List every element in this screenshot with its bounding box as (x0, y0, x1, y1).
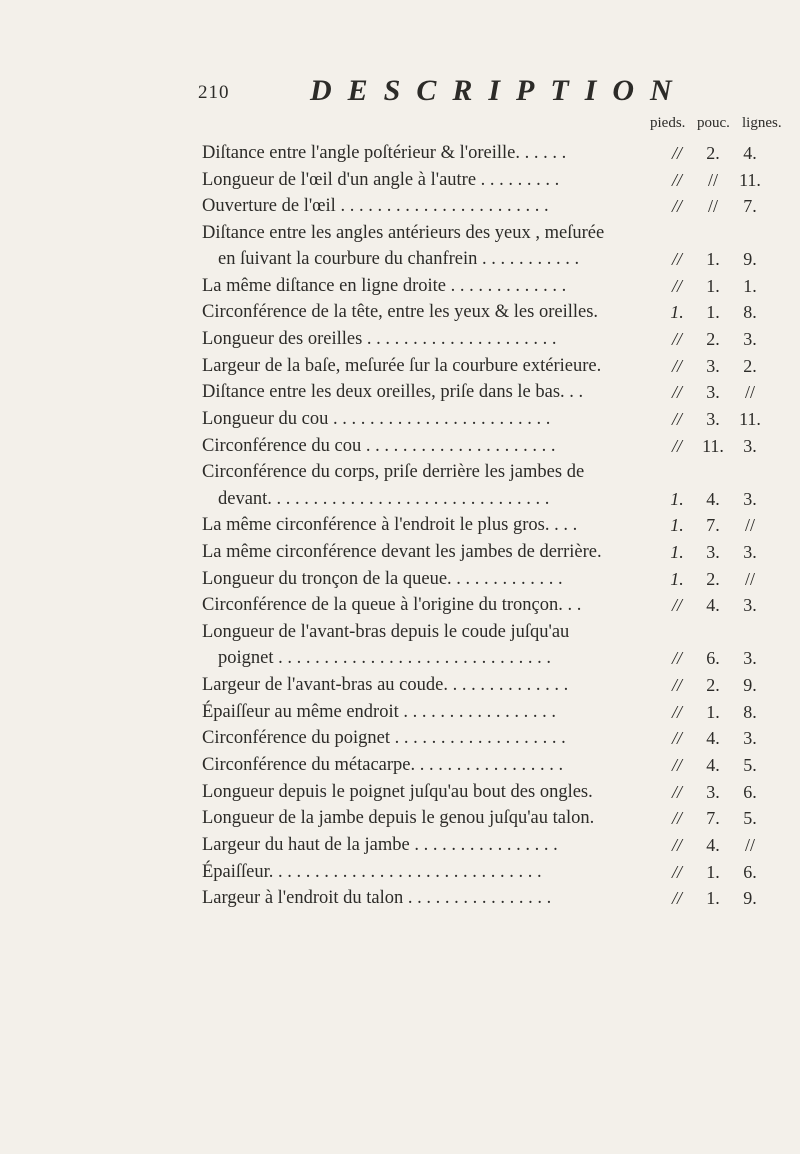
cell-pieds: // (671, 143, 682, 163)
table-row (0, 379, 800, 405)
cell-pieds: // (671, 169, 682, 190)
row-label: La même circonférence devant les jambes de derrière. (202, 542, 602, 562)
row-label: Épaiſſeur au même endroit . . . . . . . . . . . . . . . . . (202, 701, 556, 722)
running-head: DESCRIPTION (310, 74, 688, 107)
cell-pouc: 6. (706, 648, 720, 669)
cell-pieds: 1. (670, 515, 684, 536)
cell-lignes: 6. (743, 781, 757, 802)
cell-lignes: // (744, 834, 755, 855)
cell-pieds: // (671, 355, 682, 376)
table-row (0, 672, 800, 698)
table-row (0, 433, 800, 459)
cell-pieds: // (671, 834, 682, 855)
row-label: Circonférence du corps, priſe derrière les jambes de (202, 462, 585, 483)
cell-pieds: // (671, 754, 682, 775)
cell-lignes: 3. (743, 329, 757, 350)
cell-pouc: 2. (706, 674, 720, 695)
row-label: Circonférence de la queue à l'origine du tronçon. . . (202, 595, 582, 616)
cell-lignes: 3. (743, 488, 757, 509)
table-row (0, 539, 800, 565)
row-label: Circonférence du poignet . . . . . . . . . . . . . . . . . . . (202, 728, 566, 749)
cell-lignes: // (744, 515, 755, 536)
cell-pouc: 1. (706, 275, 720, 296)
cell-pouc: 4. (706, 488, 720, 509)
cell-lignes: 8. (743, 302, 757, 323)
cell-lignes: 3. (743, 648, 757, 669)
cell-pouc: 3. (706, 382, 720, 403)
cell-pouc: 3. (706, 355, 720, 376)
cell-pieds: // (671, 648, 682, 669)
row-label: Longueur de l'avant-bras depuis le coude juſqu'au (202, 622, 570, 642)
cell-lignes: // (744, 568, 755, 589)
row-label: Largeur de la baſe, meſurée ſur la courbure extérieure. (202, 355, 602, 376)
table-row (0, 273, 800, 299)
cell-lignes: 9. (743, 674, 757, 695)
cell-pouc: 2. (706, 143, 720, 163)
cell-lignes: 7. (743, 196, 757, 217)
table-row (0, 885, 800, 911)
row-label: Longueur de l'œil d'un angle à l'autre . . . . . . . . . (202, 169, 560, 190)
cell-pouc: 1. (706, 701, 720, 722)
cell-pieds: // (671, 781, 682, 802)
cell-lignes: // (744, 382, 755, 403)
table-row (0, 406, 800, 432)
cell-lignes: 2. (743, 355, 757, 376)
column-header-lignes: lignes. (742, 115, 782, 131)
cell-pouc: 7. (706, 808, 720, 829)
cell-pieds: 1. (670, 488, 684, 509)
cell-lignes: 8. (743, 701, 757, 722)
row-label: Longueur du cou . . . . . . . . . . . . . . . . . . . . . . . . (202, 409, 551, 430)
cell-pieds: // (671, 329, 682, 350)
table-row (0, 167, 800, 193)
cell-pieds: // (671, 595, 682, 616)
row-label: Longueur depuis le poignet juſqu'au bout des ongles. (202, 781, 593, 802)
table-row (0, 779, 800, 805)
cell-pouc: // (707, 169, 718, 190)
table-row (0, 699, 800, 725)
row-label: Épaiſſeur. . . . . . . . . . . . . . . . . . . . . . . . . . . . . . (202, 861, 542, 882)
row-label: Largeur de l'avant-bras au coude. . . . . . . . . . . . . . (202, 674, 569, 695)
row-label-continuation: devant. . . . . . . . . . . . . . . . . . . . . . . . . . . . . . . (218, 488, 550, 509)
row-label: Longueur de la jambe depuis le genou juſqu'au talon. (202, 808, 595, 829)
cell-lignes: 3. (743, 542, 757, 562)
table-row (0, 805, 800, 831)
table-row (0, 459, 800, 511)
cell-pieds: // (671, 808, 682, 829)
cell-lignes: 4. (743, 143, 757, 163)
column-header-pieds: pieds. (650, 115, 686, 131)
cell-pouc: 1. (706, 888, 720, 909)
table-row (0, 752, 800, 778)
cell-lignes: 9. (743, 888, 757, 909)
cell-lignes: 5. (743, 754, 757, 775)
row-label: Ouverture de l'œil . . . . . . . . . . . . . . . . . . . . . . . (202, 196, 549, 217)
cell-pouc: 3. (706, 409, 720, 430)
cell-lignes: 3. (743, 435, 757, 456)
cell-pouc: 7. (706, 515, 720, 536)
cell-pieds: // (671, 196, 682, 217)
table-row (0, 220, 800, 272)
cell-lignes: 9. (743, 249, 757, 270)
cell-lignes: 6. (743, 861, 757, 882)
row-label-continuation: en ſuivant la courbure du chanfrein . . . . . . . . . . . (218, 249, 580, 270)
row-label: Longueur du tronçon de la queue. . . . . . . . . . . . . (202, 568, 563, 589)
cell-lignes: 3. (743, 595, 757, 616)
cell-pieds: 1. (670, 542, 684, 562)
cell-pieds: // (671, 275, 682, 296)
table-row (0, 140, 800, 166)
row-label: Circonférence de la tête, entre les yeux & les oreilles. (202, 302, 599, 323)
table-row (0, 859, 800, 885)
row-label: Diſtance entre les deux oreilles, priſe dans le bas. . . (202, 382, 584, 403)
row-label: Circonférence du métacarpe. . . . . . . . . . . . . . . . . (202, 754, 564, 775)
cell-pieds: // (671, 861, 682, 882)
cell-pouc: 4. (706, 754, 720, 775)
cell-lignes: 3. (743, 728, 757, 749)
cell-lignes: 11. (739, 169, 761, 190)
cell-pouc: 1. (706, 861, 720, 882)
table-row (0, 592, 800, 618)
table-row (0, 299, 800, 325)
table-row (0, 353, 800, 379)
table-row (0, 326, 800, 352)
cell-pieds: // (671, 435, 682, 456)
cell-pieds: // (671, 674, 682, 695)
row-label-continuation: poignet . . . . . . . . . . . . . . . . . . . . . . . . . . . . . . (218, 648, 551, 669)
cell-pieds: // (671, 249, 682, 270)
cell-pieds: // (671, 888, 682, 909)
cell-pieds: // (671, 701, 682, 722)
row-label: Circonférence du cou . . . . . . . . . . . . . . . . . . . . . (202, 435, 556, 456)
row-label: Longueur des oreilles . . . . . . . . . . . . . . . . . . . . . (202, 329, 557, 350)
row-label: La même diſtance en ligne droite . . . . . . . . . . . . . (202, 275, 567, 296)
cell-pieds: 1. (670, 302, 684, 323)
cell-pouc: 2. (706, 329, 720, 350)
cell-pouc: 1. (706, 249, 720, 270)
table-row (0, 512, 800, 538)
row-label: Largeur à l'endroit du talon . . . . . . . . . . . . . . . . (202, 888, 552, 909)
row-label: Diſtance entre l'angle poſtérieur & l'oreille. . . . . . (202, 143, 567, 163)
cell-lignes: 1. (743, 275, 757, 296)
table-row (0, 619, 800, 671)
row-label: Diſtance entre les angles antérieurs des yeux , meſurée (202, 223, 605, 243)
cell-pouc: 11. (702, 435, 724, 456)
cell-pouc: 1. (706, 302, 720, 323)
table-row (0, 566, 800, 592)
column-headers (650, 115, 800, 133)
cell-pouc: 4. (706, 595, 720, 616)
table-row (0, 725, 800, 751)
table-row (0, 193, 800, 219)
cell-pieds: // (671, 382, 682, 403)
cell-lignes: 5. (743, 808, 757, 829)
cell-pouc: 3. (706, 781, 720, 802)
cell-pieds: // (671, 728, 682, 749)
row-label: La même circonférence à l'endroit le plus gros. . . . (202, 515, 578, 536)
page-number: 210 (198, 82, 230, 103)
cell-pouc: 2. (706, 568, 720, 589)
column-header-pouc: pouc. (697, 115, 730, 131)
cell-pouc: 3. (706, 542, 720, 562)
cell-pieds: // (671, 409, 682, 430)
cell-lignes: 11. (739, 409, 761, 430)
cell-pouc: // (707, 196, 718, 217)
table-row (0, 832, 800, 858)
row-label: Largeur du haut de la jambe . . . . . . . . . . . . . . . . (202, 834, 558, 855)
cell-pieds: 1. (670, 568, 684, 589)
cell-pouc: 4. (706, 728, 720, 749)
cell-pouc: 4. (706, 834, 720, 855)
